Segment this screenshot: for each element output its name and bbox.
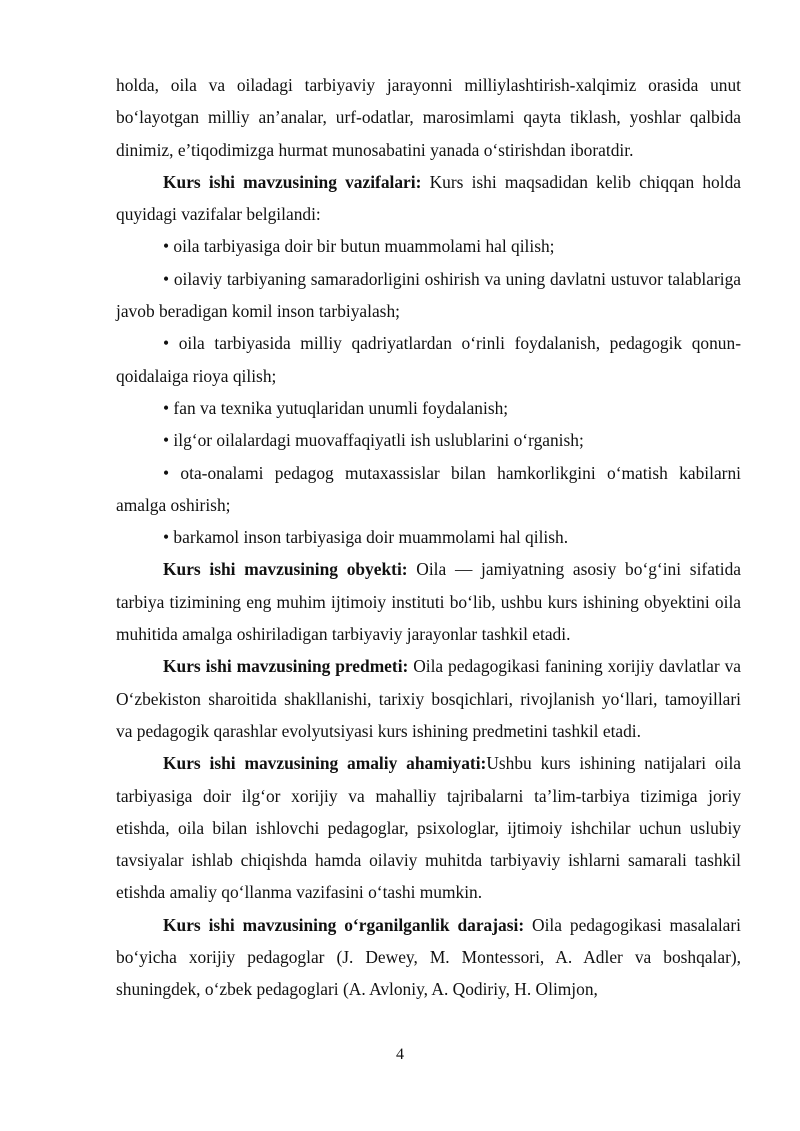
- text-amaliy: Ushbu kurs ishining natijalari oila tarbiyasiga doir ilg‘or xorijiy va mahalliy tajribalarni ta’lim-tarbiya tizimiga joriy etishda, oila bilan ishlovchi pedagoglar, psixologlar, ijtimoiy ishchilar uchun uslubiy tavsiyalar ishlab chiqishda hamda oilaviy muhitda tarbiyaviy ishlarni samarali tashkil etishda amaliy qo‘llanma vazifasini o‘tashi mumkin.: [116, 753, 741, 903]
- text-vazifalar: Kurs ishi maqsadidan kelib chiqqan holda quyidagi vazifalar belgilandi:: [116, 171, 741, 225]
- bullet-item: • oilaviy tarbiyaning samaradorligini oshirish va uning davlatni ustuvor talablariga javob beradigan komil inson tarbiyalash;: [116, 268, 741, 322]
- paragraph-predmeti: [116, 650, 741, 747]
- text-organilganlik: Oila pedagogikasi masalalari bo‘yicha xorijiy pedagoglar (J. Dewey, M. Montessori, A. Adler va boshqalar), shuningdek, o‘zbek pedagoglari (A. Avloniy, A. Qodiriy, H. Olimjon,: [116, 914, 742, 1000]
- page-number: 4: [396, 1046, 404, 1063]
- heading-vazifalar: Kurs ishi mavzusining vazifalari:: [163, 171, 422, 192]
- text-obyekti: Oila — jamiyatning asosiy bo‘g‘ini sifatida tarbiya tizimining eng muhim ijtimoiy instituti bo‘lib, ushbu kurs ishining obyektini oila muhitida amalga oshiriladigan tarbiyaviy jarayonlar tashkil etadi.: [116, 559, 741, 645]
- bullet-item: • fan va texnika yutuqlaridan unumli foydalanish;: [163, 397, 509, 418]
- bullet-item: • ota-onalami pedagog mutaxassislar bilan hamkorlikgini o‘matish kabilarni amalga oshirish;: [116, 462, 741, 515]
- heading-obyekti: Kurs ishi mavzusining obyekti:: [163, 559, 408, 580]
- bullet-item: • oila tarbiyasiga doir bir butun muammolami hal qilish;: [163, 236, 555, 257]
- document-page: [116, 69, 741, 1006]
- paragraph-obyekti: [116, 553, 741, 650]
- heading-organilganlik: Kurs ishi mavzusining o‘rganilganlik darajasi:: [163, 914, 525, 935]
- bullet-item: • barkamol inson tarbiyasiga doir muammolami hal qilish.: [163, 527, 569, 548]
- heading-amaliy: Kurs ishi mavzusining amaliy ahamiyati:: [163, 753, 487, 774]
- bullet-item: • oila tarbiyasida milliy qadriyatlardan o‘rinli foydalanish, pedagogik qonun-qoidalaiga rioya qilish;: [116, 333, 741, 386]
- text-predmeti: Oila pedagogikasi fanining xorijiy davlatlar va O‘zbekiston sharoitida shakllanishi, tarixiy bosqichlari, rivojlanish yo‘llari, tamoyillari va pedagogik qarashlar evolyutsiyasi kurs ishining predmetini tashkil etadi.: [116, 656, 741, 741]
- heading-predmeti: Kurs ishi mavzusining predmeti:: [163, 656, 409, 677]
- bullet-item: • ilg‘or oilalardagi muovaffaqiyatli ish uslublarini o‘rganish;: [163, 430, 584, 451]
- paragraph-intro: holda, oila va oiladagi tarbiyaviy jarayonni milliylashtirish-xalqimiz orasida unut bo‘layotgan milliy an’analar, urf-odatlar, marosimlami qayta tiklash, yoshlar qalbida dinimiz, e’tiqodimizga hurmat munosabatini yanada o‘stirishdan iboratdir.: [116, 75, 741, 160]
- paragraph-amaliy: [116, 747, 741, 908]
- paragraph-vazifalar: [116, 166, 741, 231]
- paragraph-organilganlik: [116, 909, 741, 1006]
